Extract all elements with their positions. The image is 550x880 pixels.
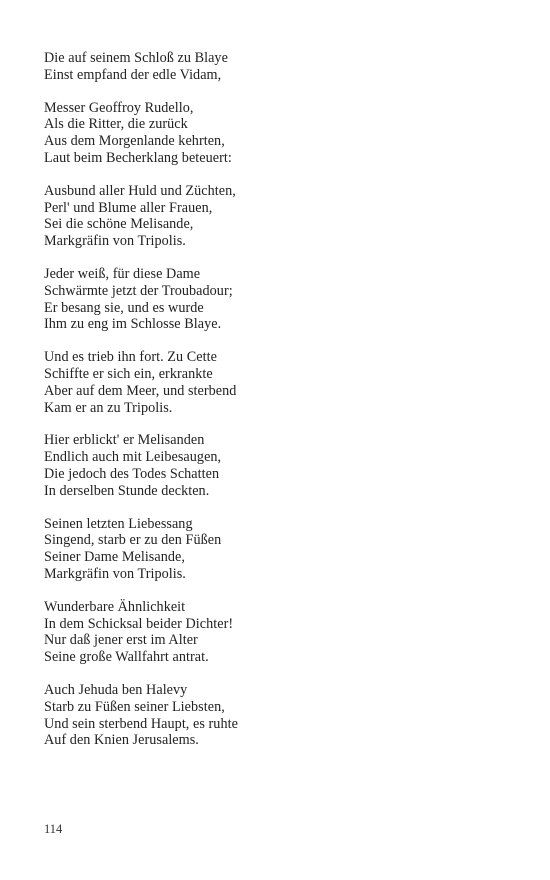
verse-line: Markgräfin von Tripolis. xyxy=(44,565,186,582)
poem-text xyxy=(44,50,524,765)
verse-line: Und es trieb ihn fort. Zu Cette xyxy=(44,349,217,366)
verse-line: In dem Schicksal beider Dichter! xyxy=(44,615,234,632)
verse-line: Auch Jehuda ben Halevy xyxy=(44,681,188,698)
verse-line: Ihm zu eng im Schlosse Blaye. xyxy=(44,316,222,333)
verse-line: Seine große Wallfahrt antrat. xyxy=(44,649,209,666)
verse-line: Sei die schöne Melisande, xyxy=(44,216,194,233)
verse-line: Als die Ritter, die zurück xyxy=(44,116,188,133)
verse-line: Einst empfand der edle Vidam, xyxy=(44,66,222,83)
verse-line: Perl' und Blume aller Frauen, xyxy=(44,199,213,216)
verse-line: Auf den Knien Jerusalems. xyxy=(44,732,199,749)
verse-line: Jeder weiß, für diese Dame xyxy=(44,265,201,282)
verse-line: Die auf seinem Schloß zu Blaye xyxy=(44,50,228,66)
stanza xyxy=(44,682,524,749)
verse-line: In derselben Stunde deckten. xyxy=(44,482,210,499)
verse-line: Kam er an zu Tripolis. xyxy=(44,399,173,416)
stanza xyxy=(44,266,524,333)
verse-line: Aber auf dem Meer, und sterbend xyxy=(44,382,237,399)
verse-line: Und sein sterbend Haupt, es ruhte xyxy=(44,715,238,732)
stanza xyxy=(44,432,524,499)
verse-line: Schiffte er sich ein, erkrankte xyxy=(44,365,213,382)
verse-line: Hier erblickt' er Melisanden xyxy=(44,432,205,449)
stanza xyxy=(44,349,524,416)
verse-line: Seinen letzten Liebessang xyxy=(44,515,193,532)
verse-line: Er besang sie, und es wurde xyxy=(44,299,204,316)
verse-line: Wunderbare Ähnlichkeit xyxy=(44,598,186,615)
stanza xyxy=(44,50,524,84)
verse-line: Singend, starb er zu den Füßen xyxy=(44,532,222,549)
stanza xyxy=(44,516,524,583)
verse-line: Laut beim Becherklang beteuert: xyxy=(44,149,232,166)
page-number: 114 xyxy=(44,822,63,836)
verse-line: Schwärmte jetzt der Troubadour; xyxy=(44,282,233,299)
stanza xyxy=(44,100,524,167)
verse-line: Nur daß jener erst im Alter xyxy=(44,632,198,649)
verse-line: Seiner Dame Melisande, xyxy=(44,549,185,566)
verse-line: Aus dem Morgenlande kehrten, xyxy=(44,133,225,150)
verse-line: Endlich auch mit Leibesaugen, xyxy=(44,449,222,466)
stanza xyxy=(44,183,524,250)
verse-line: Die jedoch des Todes Schatten xyxy=(44,465,220,482)
verse-line: Starb zu Füßen seiner Liebsten, xyxy=(44,698,225,715)
stanza xyxy=(44,599,524,666)
verse-line: Ausbund aller Huld und Züchten, xyxy=(44,182,236,199)
verse-line: Markgräfin von Tripolis. xyxy=(44,233,186,250)
verse-line: Messer Geoffroy Rudello, xyxy=(44,99,194,116)
